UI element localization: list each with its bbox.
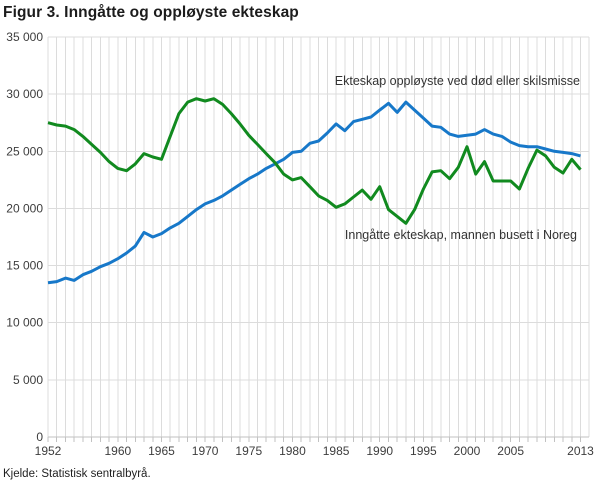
chart-title: Figur 3. Inngåtte og oppløyste ekteskap: [3, 4, 299, 21]
x-tick-label: 1995: [410, 444, 437, 458]
x-tick-label: 2000: [453, 444, 481, 458]
y-tick-label: 35 000: [6, 30, 43, 44]
x-tick-label: 1952: [34, 444, 62, 458]
x-tick-label: 1965: [148, 444, 175, 458]
x-tick-label: 1980: [279, 444, 306, 458]
y-tick-label: 15 000: [6, 258, 43, 273]
x-tick-label: 1990: [366, 444, 394, 458]
series-line-contracted-marriages: [48, 99, 581, 224]
x-tick-label: 1985: [322, 444, 350, 458]
series-label-contracted-marriages: Inngåtte ekteskap, mannen busett i Noreg: [344, 228, 577, 242]
x-tick-label: 1960: [104, 444, 132, 458]
x-tick-label: 2013: [567, 444, 594, 458]
x-tick-label: 1975: [235, 444, 263, 458]
y-tick-label: 5 000: [12, 372, 43, 387]
source-note: Kjelde: Statistisk sentralbyrå.: [3, 468, 151, 480]
y-tick-label: 0: [36, 430, 43, 444]
series-label-dissolved-marriages: Ekteskap oppløyste ved død eller skilsmisse: [334, 74, 580, 88]
y-tick-label: 20 000: [6, 201, 43, 216]
y-tick-label: 10 000: [6, 315, 43, 330]
y-tick-label: 25 000: [6, 144, 43, 159]
x-tick-label: 1970: [191, 444, 219, 458]
x-tick-label: 2005: [497, 444, 525, 458]
y-tick-label: 30 000: [6, 87, 43, 102]
